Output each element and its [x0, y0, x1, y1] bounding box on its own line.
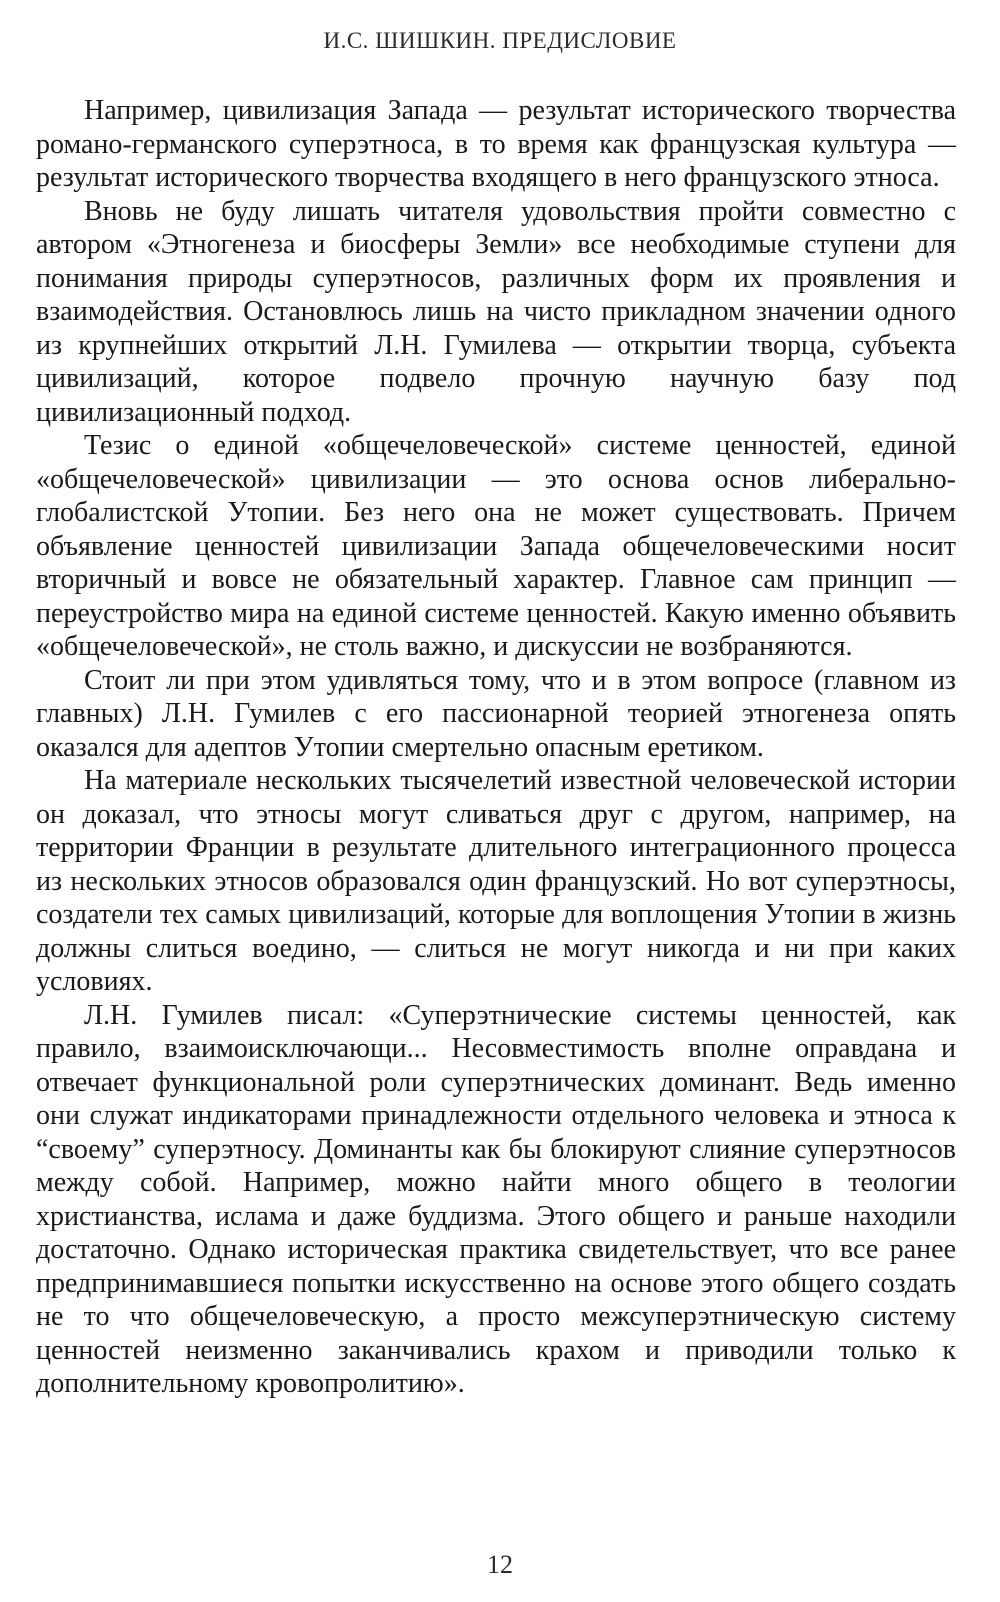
paragraph: Вновь не буду лишать читателя удовольствия пройти совместно с автором «Этногенеза и биосферы Земли» все необходимые ступени для понимания природы суперэтносов, различных форм их проявления и взаимодействия. Остановлюсь лишь на чисто прикладном значении одного из крупнейших открытий Л.Н. Гумилева — открытии творца, субъекта цивилизаций, которое подвело прочную научную базу под цивилизационный подход.: [36, 195, 956, 428]
paragraph: Тезис о единой «общечеловеческой» системе ценностей, единой «общечеловеческой» цивилизации — это основа основ либерально-глобалистской Утопии. Без него она не может существовать. Причем объявление ценностей цивилизации Запада общечеловеческими носит вторичный и вовсе не обязательный характер. Главное сам принцип — переустройство мира на единой системе ценностей. Какую именно объявить «общечеловеческой», не столь важно, и дискуссии не возбраняются.: [36, 430, 956, 662]
paragraph: Например, цивилизация Запада — результат исторического творчества романо-германского суперэтноса, в то время как французская культура — результат исторического творчества входящего в него французского этноса.: [36, 95, 956, 193]
running-head: И.С. ШИШКИН. ПРЕДИСЛОВИЕ: [323, 28, 677, 53]
body-text: [36, 94, 956, 1401]
paragraph: Л.Н. Гумилев писал: «Суперэтнические системы ценностей, как правило, взаимоисключающи... Несовместимость вполне оправдана и отвечает функциональной роли суперэтнических доминант. Ведь именно они служат индикаторами принадлежности отдельного человека и этноса к “своему” суперэтносу. Доминанты как бы блокируют слияние суперэтносов между собой. Например, можно найти много общего в теологии христианства, ислама и даже буддизма. Этого общего и раньше находили достаточно. Однако историческая практика свидетельствует, что все ранее предпринимавшиеся попытки искусственно на основе этого общего создать не то что общечеловеческую, а просто межсуперэтническую систему ценностей неизменно заканчивались крахом и приводили только к дополнительному кровопролитию».: [36, 999, 956, 1399]
paragraph: На материале нескольких тысячелетий известной человеческой истории он доказал, что этносы могут сливаться друг с другом, например, на территории Франции в результате длительного интеграционного процесса из нескольких этносов образовался один французский. Но вот суперэтносы, создатели тех самых цивилизаций, которые для воплощения Утопии в жизнь должны слиться воедино, — слиться не могут никогда и ни при каких условиях.: [36, 765, 956, 997]
page-number: 12: [487, 1550, 513, 1579]
paragraph: Стоит ли при этом удивляться тому, что и в этом вопросе (главном из главных) Л.Н. Гумилев с его пассионарной теорией этногенеза опять оказался для адептов Утопии смертельно опасным еретиком.: [36, 664, 956, 763]
